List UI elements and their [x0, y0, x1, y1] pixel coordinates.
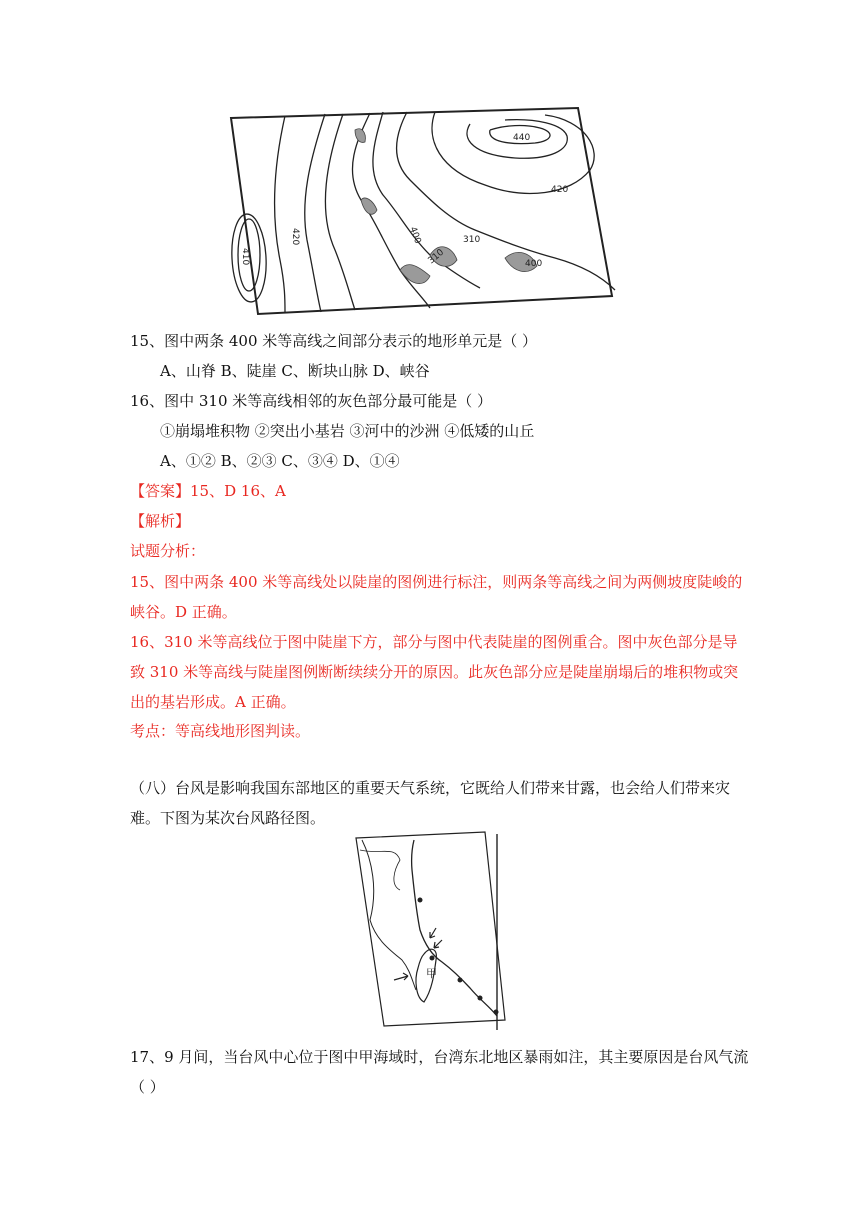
- analysis-point: 考点：等高线地形图判读。: [130, 722, 311, 740]
- contour-label: 420: [290, 228, 300, 246]
- contour-line: [275, 116, 285, 312]
- cliff-line: [373, 112, 480, 288]
- coastline: [362, 840, 416, 990]
- q17-stem: 17、9 月间，当台风中心位于图中甲海域时，台湾东北地区暴雨如注，其主要原因是台风气流（ ）: [130, 1048, 749, 1096]
- contour-label: 410: [240, 248, 250, 266]
- coastline: [360, 850, 400, 890]
- map-frame: [356, 832, 505, 1026]
- section8-intro: （八）台风是影响我国东部地区的重要天气系统，它既给人们带来甘露，也会给人们带来灾难。下图为某次台风路径图。: [130, 779, 731, 827]
- contour-label: 400: [525, 259, 543, 269]
- analysis-q15: 15、图中两条 400 米等高线处以陡崖的图例进行标注，则两条等高线之间为两侧坡度陡峻的峡谷。D 正确。: [130, 573, 743, 621]
- analysis-intro: 试题分析：: [130, 542, 206, 560]
- contour-line: [432, 112, 594, 193]
- contour-label: 310: [426, 247, 447, 267]
- answer-tag: 【答案】: [130, 482, 191, 500]
- typhoon-center: [430, 956, 435, 961]
- typhoon-center: [418, 898, 423, 903]
- analysis-q16: 16、310 米等高线位于图中陡崖下方，部分与图中代表陡崖的图例重合。图中灰色部分是导致 310 米等高线与陡崖图例断断续续分开的原因。此灰色部分应是陡崖崩塌后的堆积物或突出的基岩形成。A 正确。: [130, 633, 739, 711]
- contour-line: [305, 114, 325, 312]
- typhoon-path-figure: [350, 830, 510, 1030]
- wind-arrow: [434, 940, 442, 948]
- contour-label: 310: [463, 235, 481, 245]
- typhoon-center: [494, 1010, 499, 1015]
- contour-line: [325, 114, 355, 310]
- grey-deposit: [361, 198, 377, 214]
- analysis-tag: 【解析】: [130, 512, 191, 530]
- wind-arrow: [394, 973, 408, 980]
- wind-arrow: [430, 928, 436, 938]
- q16-stem: 16、图中 310 米等高线相邻的灰色部分最可能是（ ）: [130, 392, 493, 410]
- q16-choices: ①崩塌堆积物 ②突出小基岩 ③河中的沙洲 ④低矮的山丘: [160, 422, 535, 440]
- answer-line: [130, 481, 286, 501]
- contour-map-figure: [225, 100, 625, 318]
- contour-label: 400: [407, 225, 423, 246]
- grey-deposit: [355, 129, 365, 143]
- area-label-jia: 甲: [426, 967, 437, 980]
- q16-options: A、①② B、②③ C、③④ D、①④: [160, 452, 400, 470]
- contour-label: 440: [513, 133, 531, 143]
- q15-stem: 15、图中两条 400 米等高线之间部分表示的地形单元是（ ）: [130, 332, 538, 350]
- typhoon-center: [458, 978, 463, 983]
- contour-label: 420: [551, 185, 569, 195]
- typhoon-center: [478, 996, 483, 1001]
- answer-text: 15、D 16、A: [190, 482, 286, 500]
- typhoon-path: [412, 840, 497, 1016]
- q15-options: A、山脊 B、陡崖 C、断块山脉 D、峡谷: [160, 362, 430, 380]
- grey-deposit: [400, 265, 430, 284]
